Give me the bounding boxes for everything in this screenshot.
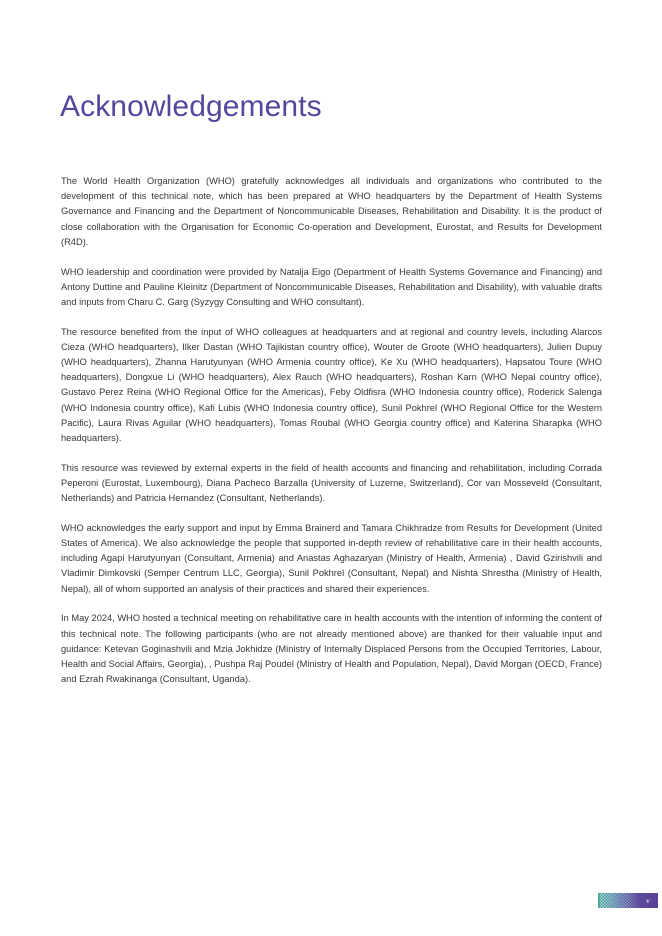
- page-title: Acknowledgements: [60, 90, 322, 124]
- paragraph-external-experts: This resource was reviewed by external experts in the field of health accounts and financing and rehabilitation, including Corrada Peperoni (Eurostat, Luxembourg), Diana Pacheco Barzalla (University of Luzerne, Switzerland), Cor van Mosseveld (Consultant, Netherlands) and Patricia Hernandez (Consultant, Netherlands).: [61, 462, 602, 504]
- paragraph-intro: The World Health Organization (WHO) gratefully acknowledges all individuals and organizations who contributed to the development of this technical note, which has been prepared at WHO headquarters by the Department of Health Systems Governance and Financing and the Department of Noncommunicable Diseases, Rehabilitation and Disability. It is the product of close collaboration with the Organisation for Economic Co-operation and Development, Eurostat, and Results for Development (R4D).: [61, 176, 602, 247]
- page-number: v: [646, 896, 650, 905]
- footer-page-marker: [598, 893, 658, 908]
- paragraph-leadership: WHO leadership and coordination were provided by Natalja Eigo (Department of Health Systems Governance and Financing) and Antony Duttine and Pauline Kleinitz (Department of Noncommunicable Diseases, Rehabilitation and Disability), with valuable drafts and inputs from Charu C. Garg (Syzygy Consulting and WHO consultant).: [61, 266, 602, 307]
- paragraph-who-colleagues: The resource benefited from the input of WHO colleagues at headquarters and at regional and country levels, including Alarcos Cieza (WHO headquarters), Ilker Dastan (WHO Tajikistan country office), Wouter de Groote (WHO headquarters), Julien Dupuy (WHO headquarters), Zhanna Harutyunyan (WHO Armenia country office), Ke Xu (WHO headquarters), Hapsatou Toure (WHO headquarters), Dongxue Li (WHO headquarters), Alex Rauch (WHO headquarters), Roshan Karn (WHO Nepal country office), Gustavo Perez Reina (WHO Regional Office for the Americas), Feby Oldfisra (WHO Indonesia country office), Roderick Salenga (WHO Indonesia country office), Kafi Lubis (WHO Indonesia country office), Sunil Pokhrel (WHO Regional Office for the Western Pacific), Laura Rivas Aguilar (WHO headquarters), Tomas Roubal (WHO Georgia country office) and Katerina Sharapka (WHO headquarters).: [61, 326, 602, 444]
- paragraph-technical-meeting: In May 2024, WHO hosted a technical meeting on rehabilitative care in health accounts with the intention of informing the content of this technical note. The following participants (who are not already mentioned above) are thanked for their valuable input and guidance: Ketevan Goginashvili and Mzia Jokhidze (Ministry of Internally Displaced Persons from the Occupied Territories, Labour, Health and Social Affairs, Georgia), , Pushpa Raj Poudel (Ministry of Health and Population, Nepal), David Morgan (OECD, France) and Ezrah Rwakinanga (Consultant, Uganda).: [61, 613, 602, 685]
- body-content: [61, 174, 602, 687]
- paragraph-early-support: WHO acknowledges the early support and input by Emma Brainerd and Tamara Chikhradze from Results for Development (United States of America). We also acknowledge the people that supported in-depth review of rehabilitative care in their health accounts, including Agapi Harutyunyan (Consultant, Armenia) and Anastas Aghazaryan (Ministry of Health, Armenia) , David Gzirishvili and Vladimir Dimkovski (Semper Centrum LLC, Georgia), Sunil Pokhrel (Consultant, Nepal) and Nishta Shrestha (Ministry of Health, Nepal), all of whom supported an analysis of their practices and shared their experiences.: [61, 522, 602, 594]
